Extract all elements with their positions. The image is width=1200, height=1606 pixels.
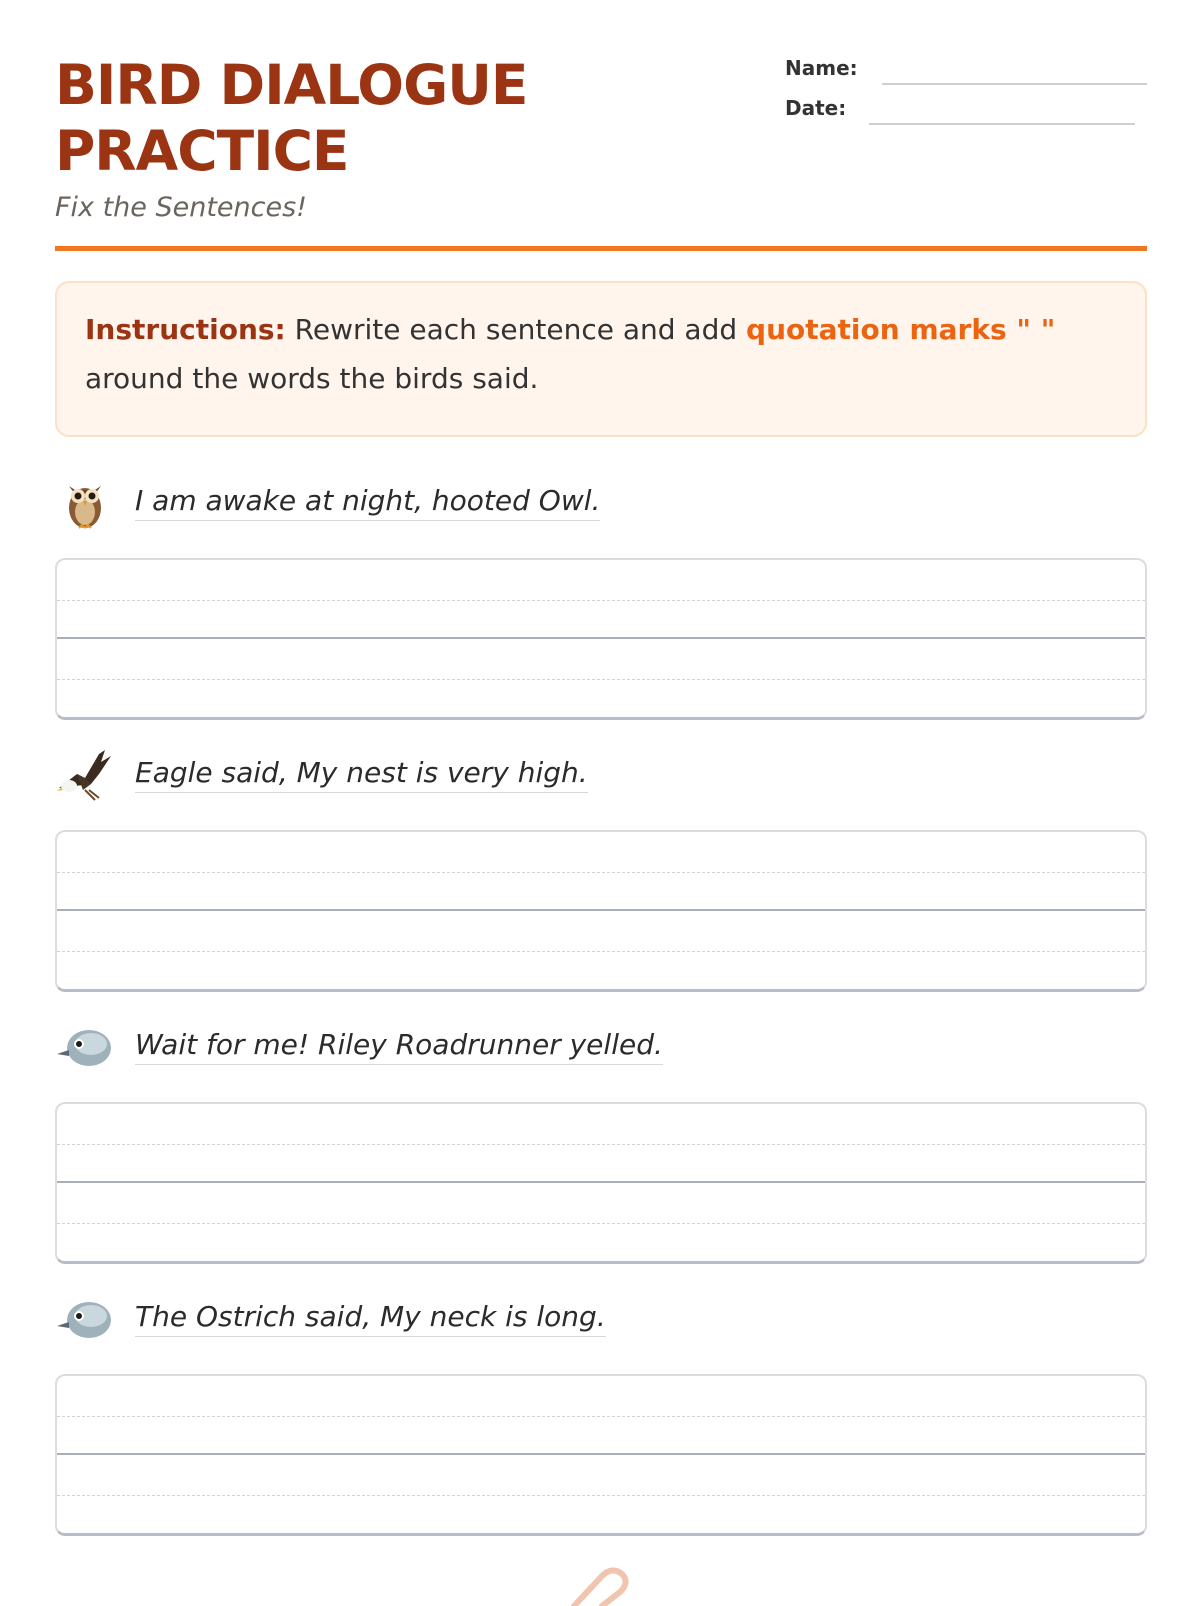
instructions-text-after: around the words the birds said. [85, 362, 539, 395]
exercise-prompt [55, 744, 1147, 810]
name-row [785, 56, 1147, 96]
guide-line-dashed [57, 679, 1145, 680]
date-field[interactable] [869, 123, 1135, 125]
name-field[interactable] [882, 83, 1147, 85]
answer-box[interactable] [55, 1102, 1147, 1264]
guide-line-dashed [57, 1223, 1145, 1224]
bird-head-icon [55, 1288, 115, 1348]
instructions-emphasis: quotation marks " " [746, 313, 1056, 346]
date-label: Date: [785, 96, 847, 120]
instructions-label: Instructions: [85, 313, 286, 346]
guide-line-dashed [57, 1495, 1145, 1496]
exercise-sentence: Eagle said, My nest is very high. [135, 756, 588, 793]
exercise-item [55, 1016, 1147, 1082]
instructions-text-before: Rewrite each sentence and add [294, 313, 738, 346]
exercise-prompt [55, 472, 1147, 538]
answer-box[interactable] [55, 1374, 1147, 1536]
exercise-item [55, 472, 1147, 538]
guide-line-dashed [57, 600, 1145, 601]
bird-head-icon [55, 1016, 115, 1076]
page-title: BIRD DIALOGUE PRACTICE [55, 53, 528, 183]
guide-line-dashed [57, 872, 1145, 873]
name-label: Name: [785, 56, 858, 80]
exercise-sentence: Wait for me! Riley Roadrunner yelled. [135, 1028, 663, 1065]
paperclip-icon [562, 1566, 642, 1606]
owl-icon [55, 472, 115, 532]
date-row [785, 96, 1147, 136]
worksheet-page [55, 0, 1147, 1600]
exercise-prompt [55, 1288, 1147, 1354]
eagle-icon [55, 744, 115, 804]
exercise-item [55, 744, 1147, 810]
guide-line-solid [57, 1453, 1145, 1455]
guide-line-solid [57, 1181, 1145, 1183]
exercise-item [55, 1288, 1147, 1354]
exercise-sentence: I am awake at night, hooted Owl. [135, 484, 600, 521]
guide-line-dashed [57, 951, 1145, 952]
guide-line-solid [57, 909, 1145, 911]
exercise-prompt [55, 1016, 1147, 1082]
header-divider [55, 246, 1147, 251]
guide-line-solid [57, 637, 1145, 639]
student-info [785, 56, 1147, 136]
instructions-box [55, 281, 1147, 437]
answer-box[interactable] [55, 830, 1147, 992]
answer-box[interactable] [55, 558, 1147, 720]
page-subtitle: Fix the Sentences! [55, 192, 308, 223]
guide-line-dashed [57, 1144, 1145, 1145]
guide-line-dashed [57, 1416, 1145, 1417]
exercise-sentence: The Ostrich said, My neck is long. [135, 1300, 606, 1337]
